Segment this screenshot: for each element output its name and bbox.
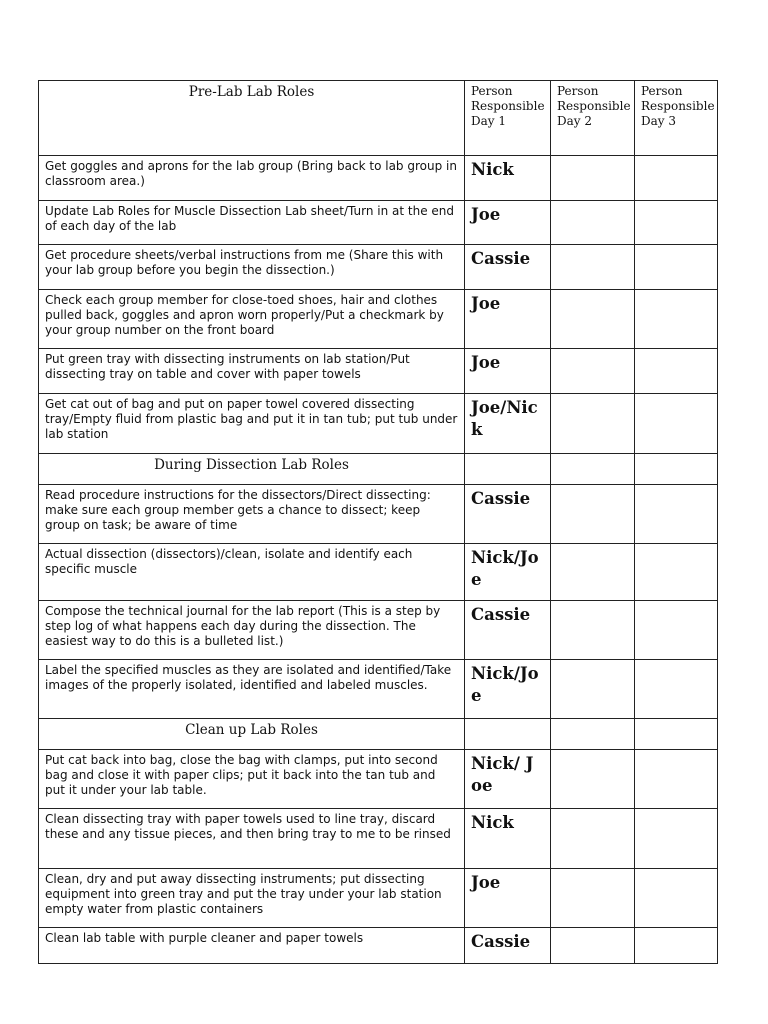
day2-person (551, 544, 635, 601)
day3-person (635, 750, 718, 809)
day2-person (551, 601, 635, 660)
empty-cell (551, 454, 635, 485)
day2-person (551, 245, 635, 290)
day3-person (635, 928, 718, 964)
day1-person: Joe (465, 349, 551, 394)
task-cell: Label the specified muscles as they are isolated and identified/Take images of the properly isolated, identified and labeled muscles. (39, 660, 465, 719)
table-row (39, 544, 718, 601)
day1-person: Cassie (465, 485, 551, 544)
day2-person (551, 660, 635, 719)
day2-person (551, 156, 635, 201)
day3-person (635, 809, 718, 869)
day2-header: Person Responsible Day 2 (551, 81, 635, 156)
day2-person (551, 394, 635, 454)
day1-person: Joe (465, 201, 551, 245)
empty-cell (465, 719, 551, 750)
day3-person (635, 245, 718, 290)
section-row (39, 454, 718, 485)
table-row (39, 349, 718, 394)
day2-person (551, 869, 635, 928)
day2-person (551, 349, 635, 394)
day3-person (635, 485, 718, 544)
day2-person (551, 750, 635, 809)
day2-person (551, 928, 635, 964)
table-row (39, 601, 718, 660)
table-row (39, 485, 718, 544)
task-cell: Get cat out of bag and put on paper towel covered dissecting tray/Empty fluid from plastic bag and put it in tan tub; put tub under lab station (39, 394, 465, 454)
table-row (39, 869, 718, 928)
table-row (39, 660, 718, 719)
task-cell: Check each group member for close-toed shoes, hair and clothes pulled back, goggles and apron worn properly/Put a checkmark by your group number on the front board (39, 290, 465, 349)
day3-person (635, 660, 718, 719)
day2-person (551, 485, 635, 544)
day2-person (551, 290, 635, 349)
day1-person: Cassie (465, 245, 551, 290)
day1-person: Nick (465, 156, 551, 201)
task-cell: Put cat back into bag, close the bag with clamps, put into second bag and close it with paper clips; put it back into the tan tub and put it under your lab table. (39, 750, 465, 809)
day1-person: Cassie (465, 601, 551, 660)
day3-person (635, 349, 718, 394)
task-cell: Get goggles and aprons for the lab group (Bring back to lab group in classroom area.) (39, 156, 465, 201)
cleanup-section-title: Clean up Lab Roles (39, 719, 465, 750)
day3-person (635, 290, 718, 349)
table-row (39, 928, 718, 964)
day3-person (635, 544, 718, 601)
pre-lab-roles-header: Pre-Lab Lab Roles (39, 81, 465, 156)
table-row (39, 809, 718, 869)
day3-person (635, 156, 718, 201)
day1-person: Joe (465, 869, 551, 928)
task-cell: Put green tray with dissecting instruments on lab station/Put dissecting tray on table and cover with paper towels (39, 349, 465, 394)
during-section-title: During Dissection Lab Roles (39, 454, 465, 485)
task-cell: Read procedure instructions for the dissectors/Direct dissecting: make sure each group member gets a chance to dissect; keep group on task; be aware of time (39, 485, 465, 544)
day3-person (635, 869, 718, 928)
table-row (39, 290, 718, 349)
empty-cell (465, 454, 551, 485)
section-row (39, 719, 718, 750)
day1-person: Nick/ Joe (465, 750, 551, 809)
empty-cell (551, 719, 635, 750)
task-cell: Compose the technical journal for the lab report (This is a step by step log of what happens each day during the dissection. The easiest way to do this is a bulleted list.) (39, 601, 465, 660)
day2-person (551, 201, 635, 245)
day1-person: Nick (465, 809, 551, 869)
task-cell: Clean dissecting tray with paper towels used to line tray, discard these and any tissue pieces, and then bring tray to me to be rinsed (39, 809, 465, 869)
empty-cell (635, 719, 718, 750)
table-row (39, 201, 718, 245)
day1-header: Person Responsible Day 1 (465, 81, 551, 156)
table-row (39, 394, 718, 454)
day1-person: Cassie (465, 928, 551, 964)
day3-person (635, 601, 718, 660)
task-cell: Update Lab Roles for Muscle Dissection Lab sheet/Turn in at the end of each day of the lab (39, 201, 465, 245)
day1-person: Nick/Joe (465, 544, 551, 601)
day2-person (551, 809, 635, 869)
table-row (39, 245, 718, 290)
task-cell: Clean lab table with purple cleaner and paper towels (39, 928, 465, 964)
empty-cell (635, 454, 718, 485)
day1-person: Joe/Nick (465, 394, 551, 454)
day3-header: Person Responsible Day 3 (635, 81, 718, 156)
table-row (39, 156, 718, 201)
lab-roles-table (38, 80, 718, 964)
day1-person: Nick/Joe (465, 660, 551, 719)
header-row (39, 81, 718, 156)
day3-person (635, 201, 718, 245)
day1-person: Joe (465, 290, 551, 349)
task-cell: Actual dissection (dissectors)/clean, isolate and identify each specific muscle (39, 544, 465, 601)
table-row (39, 750, 718, 809)
task-cell: Get procedure sheets/verbal instructions from me (Share this with your lab group before you begin the dissection.) (39, 245, 465, 290)
day3-person (635, 394, 718, 454)
task-cell: Clean, dry and put away dissecting instruments; put dissecting equipment into green tray and put the tray under your lab station empty water from plastic containers (39, 869, 465, 928)
